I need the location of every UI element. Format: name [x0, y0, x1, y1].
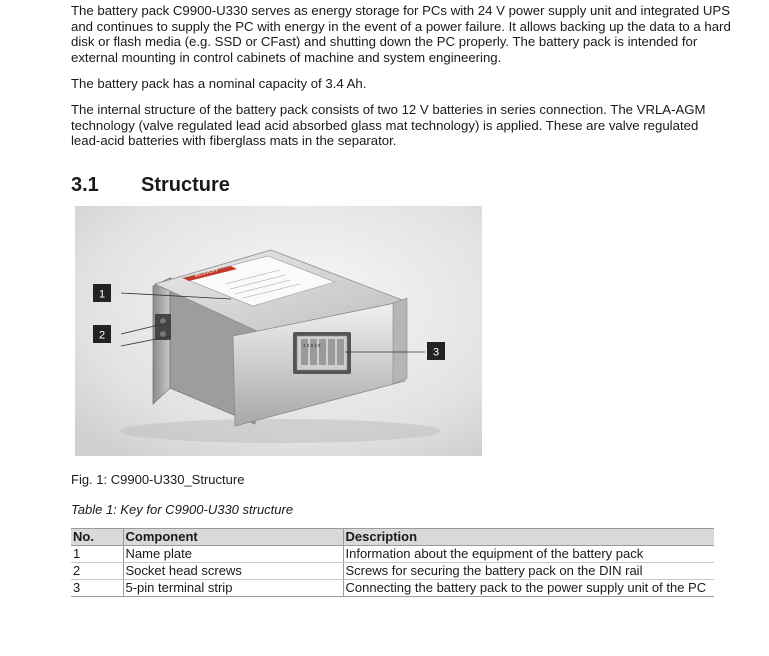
svg-text:2: 2 [98, 329, 106, 342]
callout-3 [427, 342, 445, 360]
intro-paragraph-1: The battery pack C9900-U330 serves as energy storage for PCs with 24 V power supply unit and integrated UPS and continues to supply the PC with energy in the event of a power failure. It allows backing up the data to a hard disk or flash media (e.g. SSD or CFast) and shutting down the PC properly. The battery pack is intended for external mounting in control cabinets of machine and system engineering. [71, 3, 731, 65]
row-description: Screws for securing the battery pack on the DIN rail [343, 563, 714, 580]
header-component: Component [123, 529, 343, 546]
table-row [71, 580, 714, 597]
row-component: 5-pin terminal strip [123, 580, 343, 597]
row-no: 2 [71, 563, 123, 580]
intro-paragraph-3: The internal structure of the battery pack consists of two 12 V batteries in series connection. The VRLA-AGM technology (valve regulated lead acid absorbed glass mat technology) is applied. These are valve regulated lead-acid batteries with fiberglass mats in the separator. [71, 102, 706, 149]
row-component: Socket head screws [123, 563, 343, 580]
terminal-strip [293, 332, 351, 374]
brand-label: BECKHOFF [194, 267, 220, 278]
row-no: 1 [71, 546, 123, 563]
row-no: 3 [71, 580, 123, 597]
intro-paragraph-2: The battery pack has a nominal capacity of 3.4 Ah. [71, 76, 367, 91]
section-heading [71, 173, 230, 197]
table-header-row [71, 529, 714, 546]
section-number: 3.1 [71, 174, 99, 196]
table-row [71, 563, 714, 580]
terminal-label: 1 2 3 4 5 [303, 343, 321, 348]
callout-2 [93, 325, 111, 343]
structure-key-table [71, 528, 714, 597]
row-description: Connecting the battery pack to the power supply unit of the PC [343, 580, 714, 597]
battery-pack-figure [75, 206, 482, 456]
header-no: No. [71, 529, 123, 546]
header-description: Description [343, 529, 714, 546]
table-caption: Table 1: Key for C9900-U330 structure [71, 502, 294, 517]
left-side-panel [153, 278, 170, 404]
svg-text:3: 3 [432, 346, 440, 359]
section-title: Structure [141, 174, 230, 196]
svg-text:1: 1 [98, 288, 106, 301]
figure-caption: Fig. 1: C9900-U330_Structure [71, 472, 245, 487]
row-description: Information about the equipment of the battery pack [343, 546, 714, 563]
callout-1 [93, 284, 111, 302]
table-row [71, 546, 714, 563]
row-component: Name plate [123, 546, 343, 563]
